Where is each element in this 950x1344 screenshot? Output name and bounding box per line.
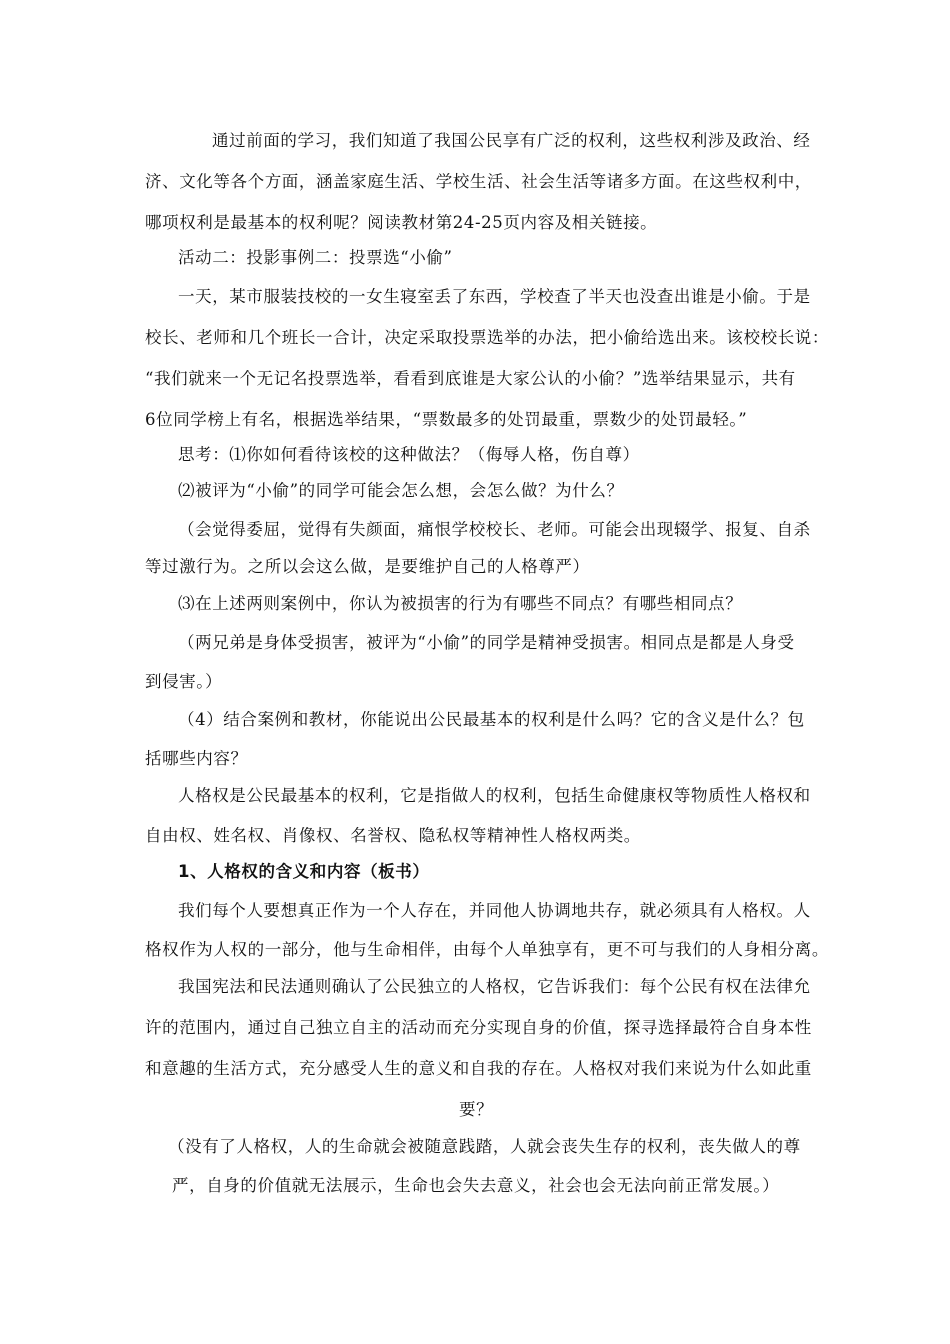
section-heading: 1、人格权的含义和内容（板书） — [178, 862, 430, 881]
question-4-line-2: 括哪些内容？ — [145, 749, 248, 768]
law-line-3: 和意趣的生活方式，充分感受人生的意义和自我的存在。人格权对我们来说为什么如此重 — [145, 1059, 812, 1078]
story-line-3: “我们就来一个无记名投票选举，看看到底谁是大家公认的小偷？”选举结果显示，共有 — [145, 369, 796, 388]
story-line-2: 校长、老师和几个班长一合计，决定采取投票选举的办法，把小偷给选出来。该校校长说： — [145, 328, 829, 347]
answer-line-2: 严，自身的价值就无法展示，生命也会失去意义，社会也会无法向前正常发展。） — [172, 1176, 780, 1195]
definition-line-1: 人格权是公民最基本的权利，它是指做人的权利，包括生命健康权等物质性人格权和 — [178, 786, 811, 805]
answer-2-line-1: （会觉得委屈，觉得有失颜面，痛恨学校校长、老师。可能会出现辍学、报复、自杀 — [178, 520, 811, 539]
intro-line-3: 哪项权利是最基本的权利呢？阅读教材第24-25页内容及相关链接。 — [145, 213, 658, 232]
activity-two-title: 活动二：投影事例二：投票选“小偷” — [178, 248, 453, 267]
intro-line-1: 通过前面的学习，我们知道了我国公民享有广泛的权利，这些权利涉及政治、经 — [212, 131, 811, 150]
answer-2-line-2: 等过激行为。之所以会这么做，是要维护自己的人格尊严） — [145, 557, 590, 576]
story-line-4: 6位同学榜上有名，根据选举结果，“票数最多的处罚最重，票数少的处罚最轻。” — [145, 410, 748, 429]
story-line-1: 一天，某市服装技校的一女生寝室丢了东西，学校查了半天也没查出谁是小偷。于是 — [178, 287, 811, 306]
rights-line-2: 格权作为人权的一部分，他与生命相伴，由每个人单独享有，更不可与我们的人身相分离。 — [145, 940, 829, 959]
question-1: 思考：⑴你如何看待该校的这种做法？（侮辱人格，伤自尊） — [178, 445, 640, 464]
question-2: ⑵被评为“小偷”的同学可能会怎么想，会怎么做？为什么？ — [178, 481, 624, 500]
answer-3-line-1: （两兄弟是身体受损害，被评为“小偷”的同学是精神受损害。相同点是都是人身受 — [178, 633, 795, 652]
answer-3-line-2: 到侵害。） — [145, 672, 223, 691]
answer-line-1: （没有了人格权，人的生命就会被随意践踏，人就会丧失生存的权利，丧失做人的尊 — [168, 1137, 801, 1156]
law-line-1: 我国宪法和民法通则确认了公民独立的人格权，它告诉我们：每个公民有权在法律允 — [178, 977, 811, 996]
question-3: ⑶在上述两则案例中，你认为被损害的行为有哪些不同点？有哪些相同点？ — [178, 594, 743, 613]
rights-line-1: 我们每个人要想真正作为一个人存在，并同他人协调地共存，就必须具有人格权。人 — [178, 901, 811, 920]
law-line-2: 许的范围内，通过自己独立自主的活动而充分实现自身的价值，探寻选择最符合自身本性 — [145, 1018, 812, 1037]
definition-line-2: 自由权、姓名权、肖像权、名誉权、隐私权等精神性人格权两类。 — [145, 826, 641, 845]
question-4-line-1: （4）结合案例和教材，你能说出公民最基本的权利是什么吗？它的含义是什么？包 — [178, 710, 805, 729]
intro-line-2: 济、文化等各个方面，涵盖家庭生活、学校生活、社会生活等诸多方面。在这些权利中， — [145, 172, 812, 191]
law-line-4: 要？ — [459, 1100, 494, 1119]
